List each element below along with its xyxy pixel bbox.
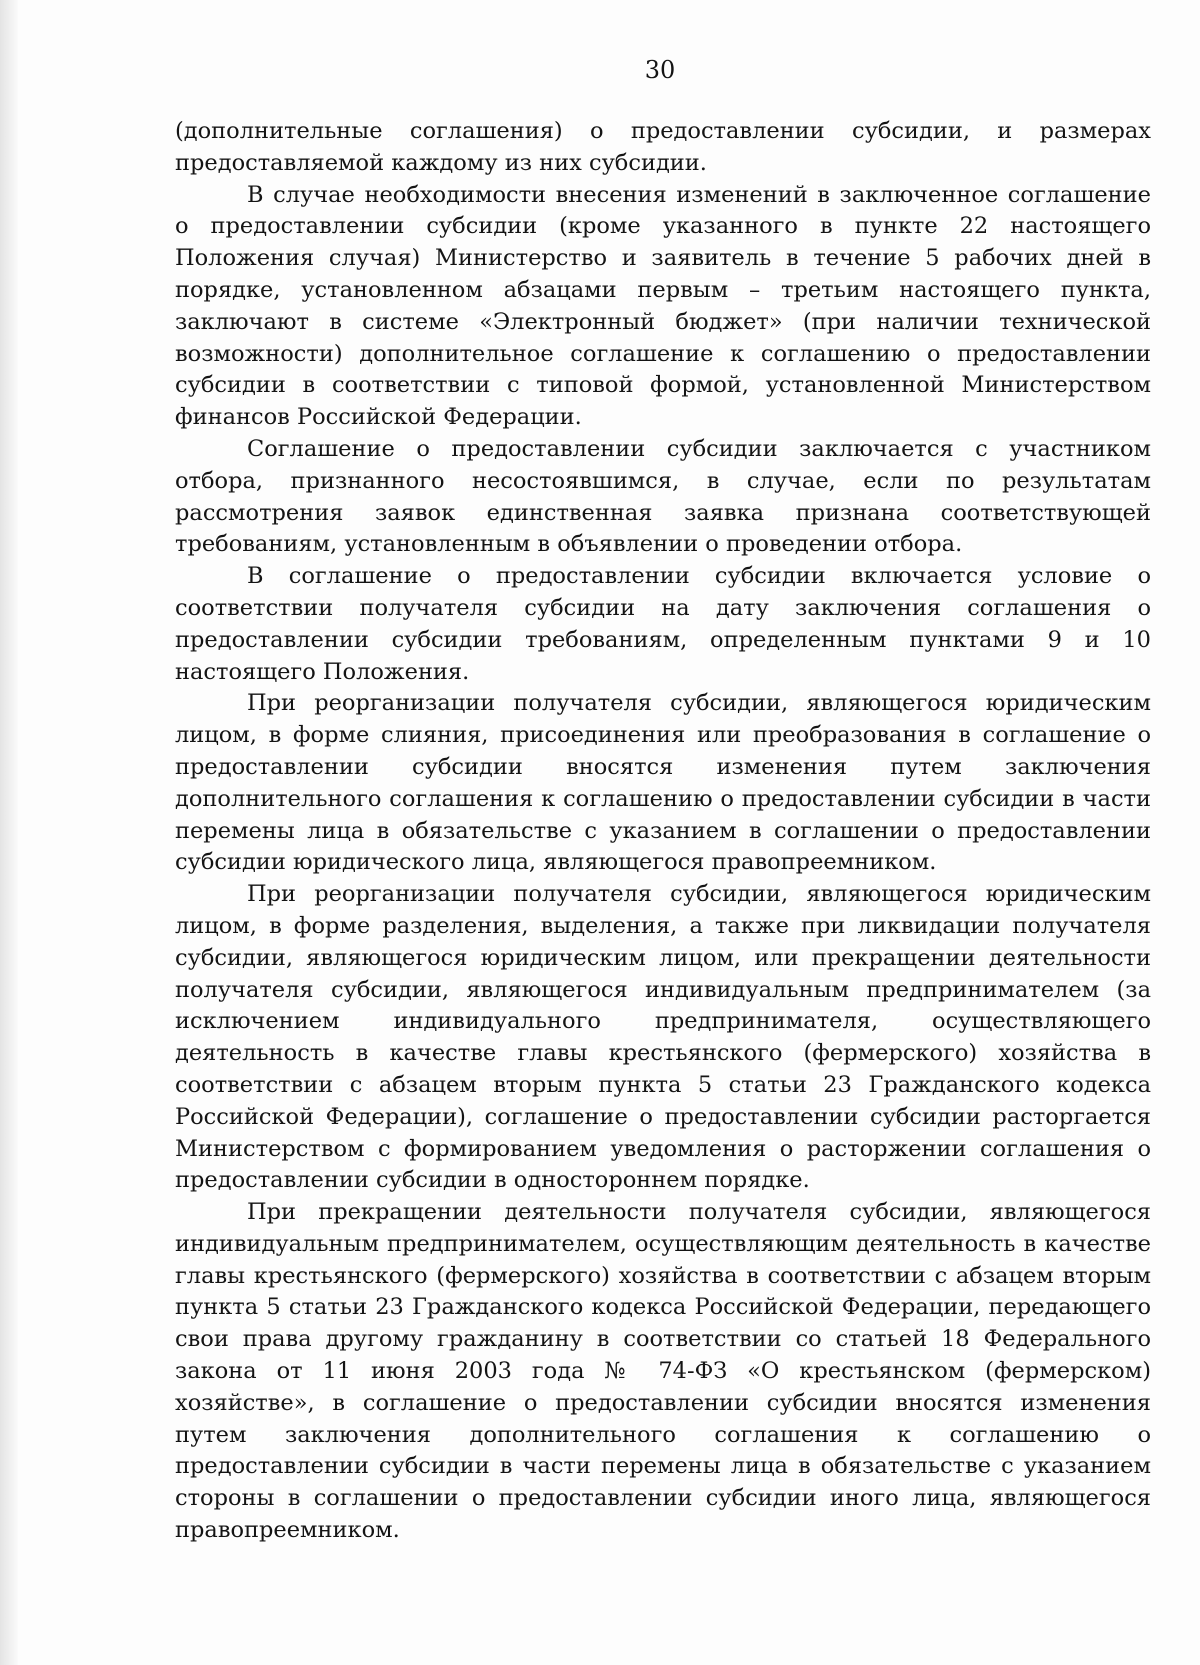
- paragraph-reorganization-division: При реорганизации получателя субсидии, являющегося юридическим лицом, в форме разделения, выделения, а также при ликвидации получателя субсидии, являющегося юридическим лицом, или прекращении деятельности получателя субсидии, являющегося индивидуальным предпринимателем (за исключением индивидуального предпринимателя, осуществляющего деятельность в качестве главы крестьянского (фермерского) хозяйства в соответствии с абзацем вторым пункта 5 статьи 23 Гражданского кодекса Российской Федерации), соглашение о предоставлении субсидии расторгается Министерством с формированием уведомления о расторжении соглашения о предоставлении субсидии в одностороннем порядке.: [175, 881, 1151, 1194]
- paragraph-continuation: (дополнительные соглашения) о предоставлении субсидии, и размерах предоставляемой каждому из них субсидии.: [175, 118, 1151, 176]
- paragraph-reorganization-merger: При реорганизации получателя субсидии, являющегося юридическим лицом, в форме слияния, присоединения или преобразования в соглашение о предоставлении субсидии вносятся изменения путем заключения дополнительного соглашения к соглашению о предоставлении субсидии в части перемены лица в обязательстве с указанием в соглашении о предоставлении субсидии юридического лица, являющегося правопреемником.: [175, 690, 1151, 876]
- paragraph-amendments: В случае необходимости внесения изменений в заключенное соглашение о предоставлении субсидии (кроме указанного в пункте 22 настоящего Положения случая) Министерство и заявитель в течение 5 рабочих дней в порядке, установленном абзацами первым – третьим настоящего пункта, заключают в системе «Электронный бюджет» (при наличии технической возможности) дополнительное соглашение к соглашению о предоставлении субсидии в соответствии с типовой формой, установленной Министерством финансов Российской Федерации.: [175, 181, 1151, 431]
- paragraph-compliance-condition: В соглашение о предоставлении субсидии включается условие о соответствии получателя субсидии на дату заключения соглашения о предоставлении субсидии требованиям, определенным пунктами 9 и 10 настоящего Положения.: [175, 563, 1151, 685]
- document-body: [175, 116, 1151, 1547]
- paragraph-farm-transfer: При прекращении деятельности получателя субсидии, являющегося индивидуальным предпринимателем, осуществляющим деятельность в качестве главы крестьянского (фермерского) хозяйства в соответствии с абзацем вторым пункта 5 статьи 23 Гражданского кодекса Российской Федерации, передающего свои права другому гражданину в соответствии со статьей 18 Федерального закона от 11 июня 2003 года № 74-ФЗ «О крестьянском (фермерском) хозяйстве», в соглашение о предоставлении субсидии вносятся изменения путем заключения дополнительного соглашения к соглашению о предоставлении субсидии в части перемены лица в обязательстве с указанием стороны в соглашении о предоставлении субсидии иного лица, являющегося правопреемником.: [175, 1199, 1151, 1544]
- paragraph-failed-selection: Соглашение о предоставлении субсидии заключается с участником отбора, признанного несостоявшимся, в случае, если по результатам рассмотрения заявок единственная заявка признана соответствующей требованиям, установленным в объявлении о проведении отбора.: [175, 435, 1151, 558]
- scan-edge-shadow: [0, 0, 18, 1665]
- page-number: 30: [644, 56, 676, 84]
